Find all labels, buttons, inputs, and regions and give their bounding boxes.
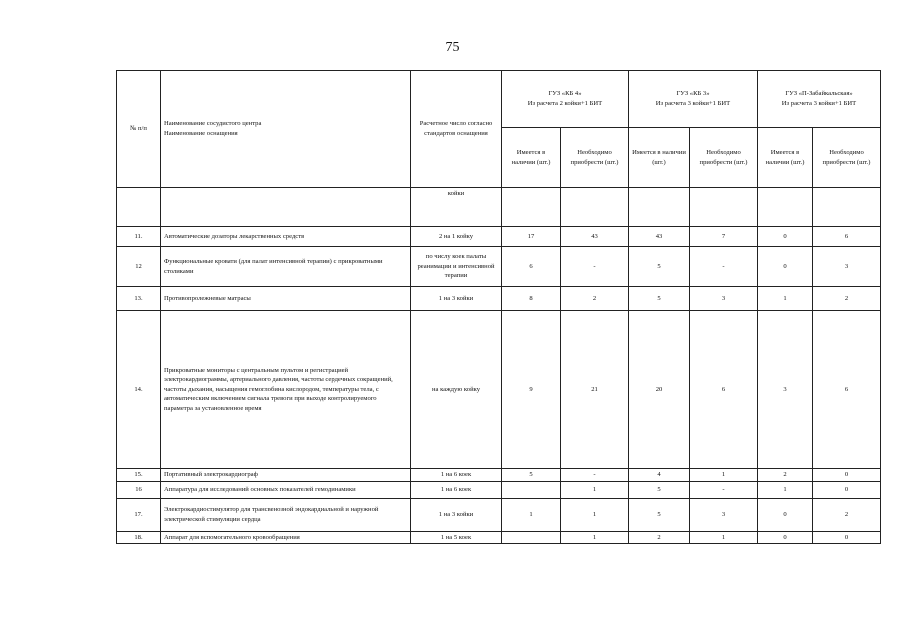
row-pz-need: 0 [813, 469, 881, 482]
row-pz-have: 1 [758, 287, 813, 311]
row-kb3-need: - [690, 247, 758, 287]
equipment-table [116, 70, 881, 544]
header-name [161, 71, 411, 188]
row-kb3-have: 5 [629, 247, 690, 287]
row-kb3-have: 4 [629, 469, 690, 482]
table-row [117, 227, 881, 247]
row-norm: по числу коек палаты реанимации и интенсивной терапии [411, 247, 502, 287]
group-title: ГУЗ «КБ 3» [676, 90, 710, 98]
row-pz-have: 3 [758, 311, 813, 469]
row-pz-have: 0 [758, 247, 813, 287]
row-pz-need: 2 [813, 287, 881, 311]
header-have: Имеется в наличии (шт.) [502, 128, 561, 188]
row-number: 18. [117, 531, 161, 544]
row-kb4-need: - [561, 247, 629, 287]
row-kb4-have: 5 [502, 469, 561, 482]
header-need: Необходимо приобрести (шт.) [561, 128, 629, 188]
row-kb3-have: 5 [629, 287, 690, 311]
row-number: 16 [117, 481, 161, 498]
row-number: 12 [117, 247, 161, 287]
row-kb3-have: 43 [629, 227, 690, 247]
row-pz-have: 1 [758, 481, 813, 498]
row-pz-have: 0 [758, 531, 813, 544]
row-kb4-have [502, 481, 561, 498]
header-row-units [117, 188, 881, 227]
header-have: Имеется в наличии (шт.) [629, 128, 690, 188]
row-kb3-need: 1 [690, 531, 758, 544]
row-kb3-have: 5 [629, 498, 690, 531]
header-name-line-2: Наименование оснащения [164, 130, 238, 137]
table-row [117, 531, 881, 544]
row-kb4-need: 1 [561, 498, 629, 531]
row-equipment-name: Противопролежневые матрасы [161, 287, 411, 311]
row-equipment-name: Электрокардиостимулятор для трансвенозной эндокардиальной и наружной электрической стимуляции сердца [161, 498, 411, 531]
row-kb3-need: - [690, 481, 758, 498]
row-kb4-need: 43 [561, 227, 629, 247]
row-pz-need: 6 [813, 311, 881, 469]
header-name-line-1: Наименование сосудистого центра [164, 120, 262, 128]
header-beds: койки [411, 188, 502, 227]
row-kb3-need: 3 [690, 498, 758, 531]
row-equipment-name: Аппарат для вспомогательного кровообращения [161, 531, 411, 544]
row-kb4-need: 1 [561, 531, 629, 544]
header-group-kb4 [502, 71, 629, 128]
row-norm: на каждую койку [411, 311, 502, 469]
table-row [117, 498, 881, 531]
row-pz-need: 6 [813, 227, 881, 247]
table-row [117, 481, 881, 498]
table-row [117, 247, 881, 287]
table-row [117, 469, 881, 482]
row-equipment-name: Портативный электрокардиограф [161, 469, 411, 482]
header-group-pz [758, 71, 881, 128]
group-subtitle: Из расчета 3 койки+1 БИТ [781, 100, 857, 107]
row-pz-have: 2 [758, 469, 813, 482]
row-kb3-need: 6 [690, 311, 758, 469]
row-kb3-need: 1 [690, 469, 758, 482]
row-norm: 1 на 5 коек [411, 531, 502, 544]
row-number: 15. [117, 469, 161, 482]
row-equipment-name: Функциональные кровати (для палат интенсивной терапии) с прикроватными столиками [161, 247, 411, 287]
row-pz-need: 2 [813, 498, 881, 531]
row-kb4-need: 21 [561, 311, 629, 469]
header-group-kb3 [629, 71, 758, 128]
row-kb3-need: 7 [690, 227, 758, 247]
row-equipment-name: Автоматические дозаторы лекарственных средств [161, 227, 411, 247]
row-kb4-have: 17 [502, 227, 561, 247]
table-row [117, 287, 881, 311]
group-title: ГУЗ «КБ 4» [548, 90, 582, 98]
row-kb4-need: - [561, 469, 629, 482]
row-pz-need: 3 [813, 247, 881, 287]
page-number: 75 [445, 40, 460, 55]
row-norm: 1 на 3 койки [411, 287, 502, 311]
row-kb4-need: 1 [561, 481, 629, 498]
row-kb3-have: 20 [629, 311, 690, 469]
row-norm: 2 на 1 койку [411, 227, 502, 247]
row-kb4-need: 2 [561, 287, 629, 311]
row-number: 13. [117, 287, 161, 311]
header-need: Необходимо приобрести (шт.) [690, 128, 758, 188]
header-norm: Расчетное число согласно стандартов оснащения [411, 71, 502, 188]
group-subtitle: Из расчета 2 койки+1 БИТ [527, 100, 603, 107]
row-number: 14. [117, 311, 161, 469]
row-equipment-name: Аппаратура для исследований основных показателей гемодинамики [161, 481, 411, 498]
row-kb4-have: 9 [502, 311, 561, 469]
header-need: Необходимо приобрести (шт.) [813, 128, 881, 188]
row-norm: 1 на 6 коек [411, 469, 502, 482]
row-pz-need: 0 [813, 481, 881, 498]
row-norm: 1 на 3 койки [411, 498, 502, 531]
row-kb4-have: 8 [502, 287, 561, 311]
header-num: № п/п [117, 71, 161, 188]
row-norm: 1 на 6 коек [411, 481, 502, 498]
group-title: ГУЗ «П-Забайкальская» [785, 90, 853, 98]
row-kb4-have [502, 531, 561, 544]
row-kb4-have: 6 [502, 247, 561, 287]
header-row-groups [117, 71, 881, 128]
row-pz-have: 0 [758, 227, 813, 247]
table-row [117, 311, 881, 469]
row-equipment-name: Прикроватные мониторы с центральным пультом и регистрацией электрокардиограммы, артериального давления, частоты сердечных сокращений, частоты дыхания, насыщения гемоглобина кислородом, температуры тела, с автоматическим включением сигнала тревоги при выходе контролируемого параметра за установленное время [161, 311, 411, 469]
header-have: Имеется в наличии (шт.) [758, 128, 813, 188]
row-pz-have: 0 [758, 498, 813, 531]
row-number: 11. [117, 227, 161, 247]
row-kb3-have: 5 [629, 481, 690, 498]
row-number: 17. [117, 498, 161, 531]
row-kb3-have: 2 [629, 531, 690, 544]
row-kb3-need: 3 [690, 287, 758, 311]
group-subtitle: Из расчета 3 койки+1 БИТ [655, 100, 731, 107]
row-pz-need: 0 [813, 531, 881, 544]
row-kb4-have: 1 [502, 498, 561, 531]
